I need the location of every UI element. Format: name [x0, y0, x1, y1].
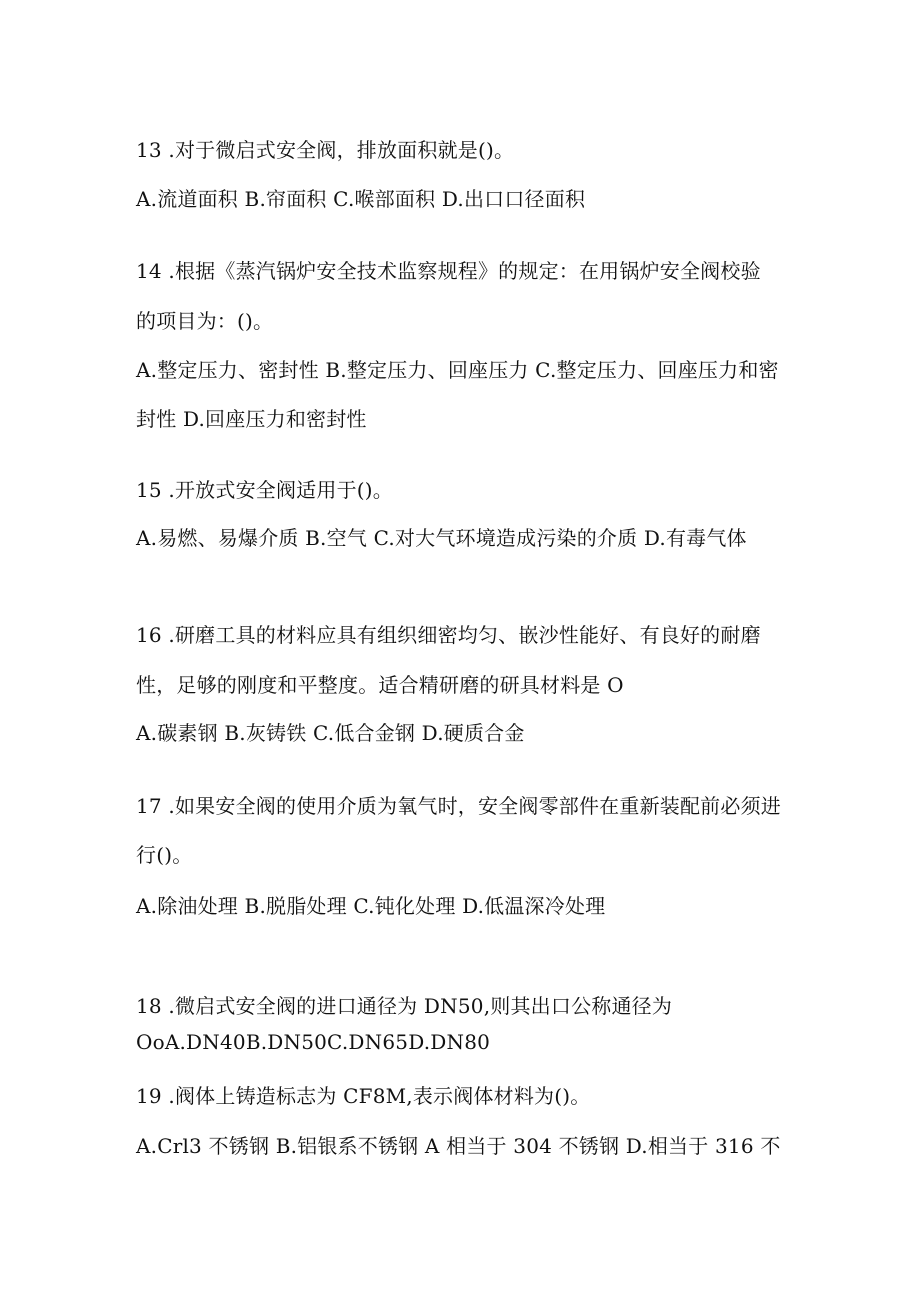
question-14-options: A.整定压力、密封性 B.整定压力、回座压力 C.整定压力、回座压力和密 — [136, 358, 779, 382]
question-16-options: A.碳素钢 B.灰铸铁 C.低合金钢 D.硬质合金 — [136, 721, 525, 745]
question-14-continued: 的项目为：()。 — [136, 309, 274, 333]
question-16: 16 .研磨工具的材料应具有组织细密均匀、嵌沙性能好、有良好的耐磨 — [136, 623, 761, 647]
question-14: 14 .根据《蒸汽锅炉安全技术监察规程》的规定：在用锅炉安全阀校验 — [136, 259, 761, 283]
question-19: 19 .阀体上铸造标志为 CF8M,表示阀体材料为()。 — [136, 1084, 591, 1108]
question-17: 17 .如果安全阀的使用介质为氧气时，安全阀零部件在重新装配前必须进 — [136, 794, 781, 818]
question-13-options: A.流道面积 B.帘面积 C.喉部面积 D.出口口径面积 — [136, 187, 586, 211]
question-19-options: A.Crl3 不锈钢 B.铝银系不锈钢 A 相当于 304 不锈钢 D.相当于 316 不 — [136, 1134, 781, 1158]
question-16-continued: 性，足够的刚度和平整度。适合精研磨的研具材料是 O — [136, 673, 624, 697]
question-13: 13 .对于微启式安全阀，排放面积就是()。 — [136, 138, 515, 162]
question-17-options: A.除油处理 B.脱脂处理 C.钝化处理 D.低温深冷处理 — [136, 894, 606, 918]
question-15: 15 .开放式安全阀适用于()。 — [136, 478, 393, 502]
question-15-options: A.易燃、易爆介质 B.空气 C.对大气环境造成污染的介质 D.有毒气体 — [136, 526, 747, 550]
question-18: 18 .微启式安全阀的进口通径为 DN50,则其出口公称通径为 — [136, 994, 673, 1018]
question-17-continued: 行()。 — [136, 843, 193, 867]
question-14-options-continued: 封性 D.回座压力和密封性 — [136, 407, 367, 431]
question-18-options: OoA.DN40B.DN50C.DN65D.DN80 — [136, 1030, 491, 1054]
